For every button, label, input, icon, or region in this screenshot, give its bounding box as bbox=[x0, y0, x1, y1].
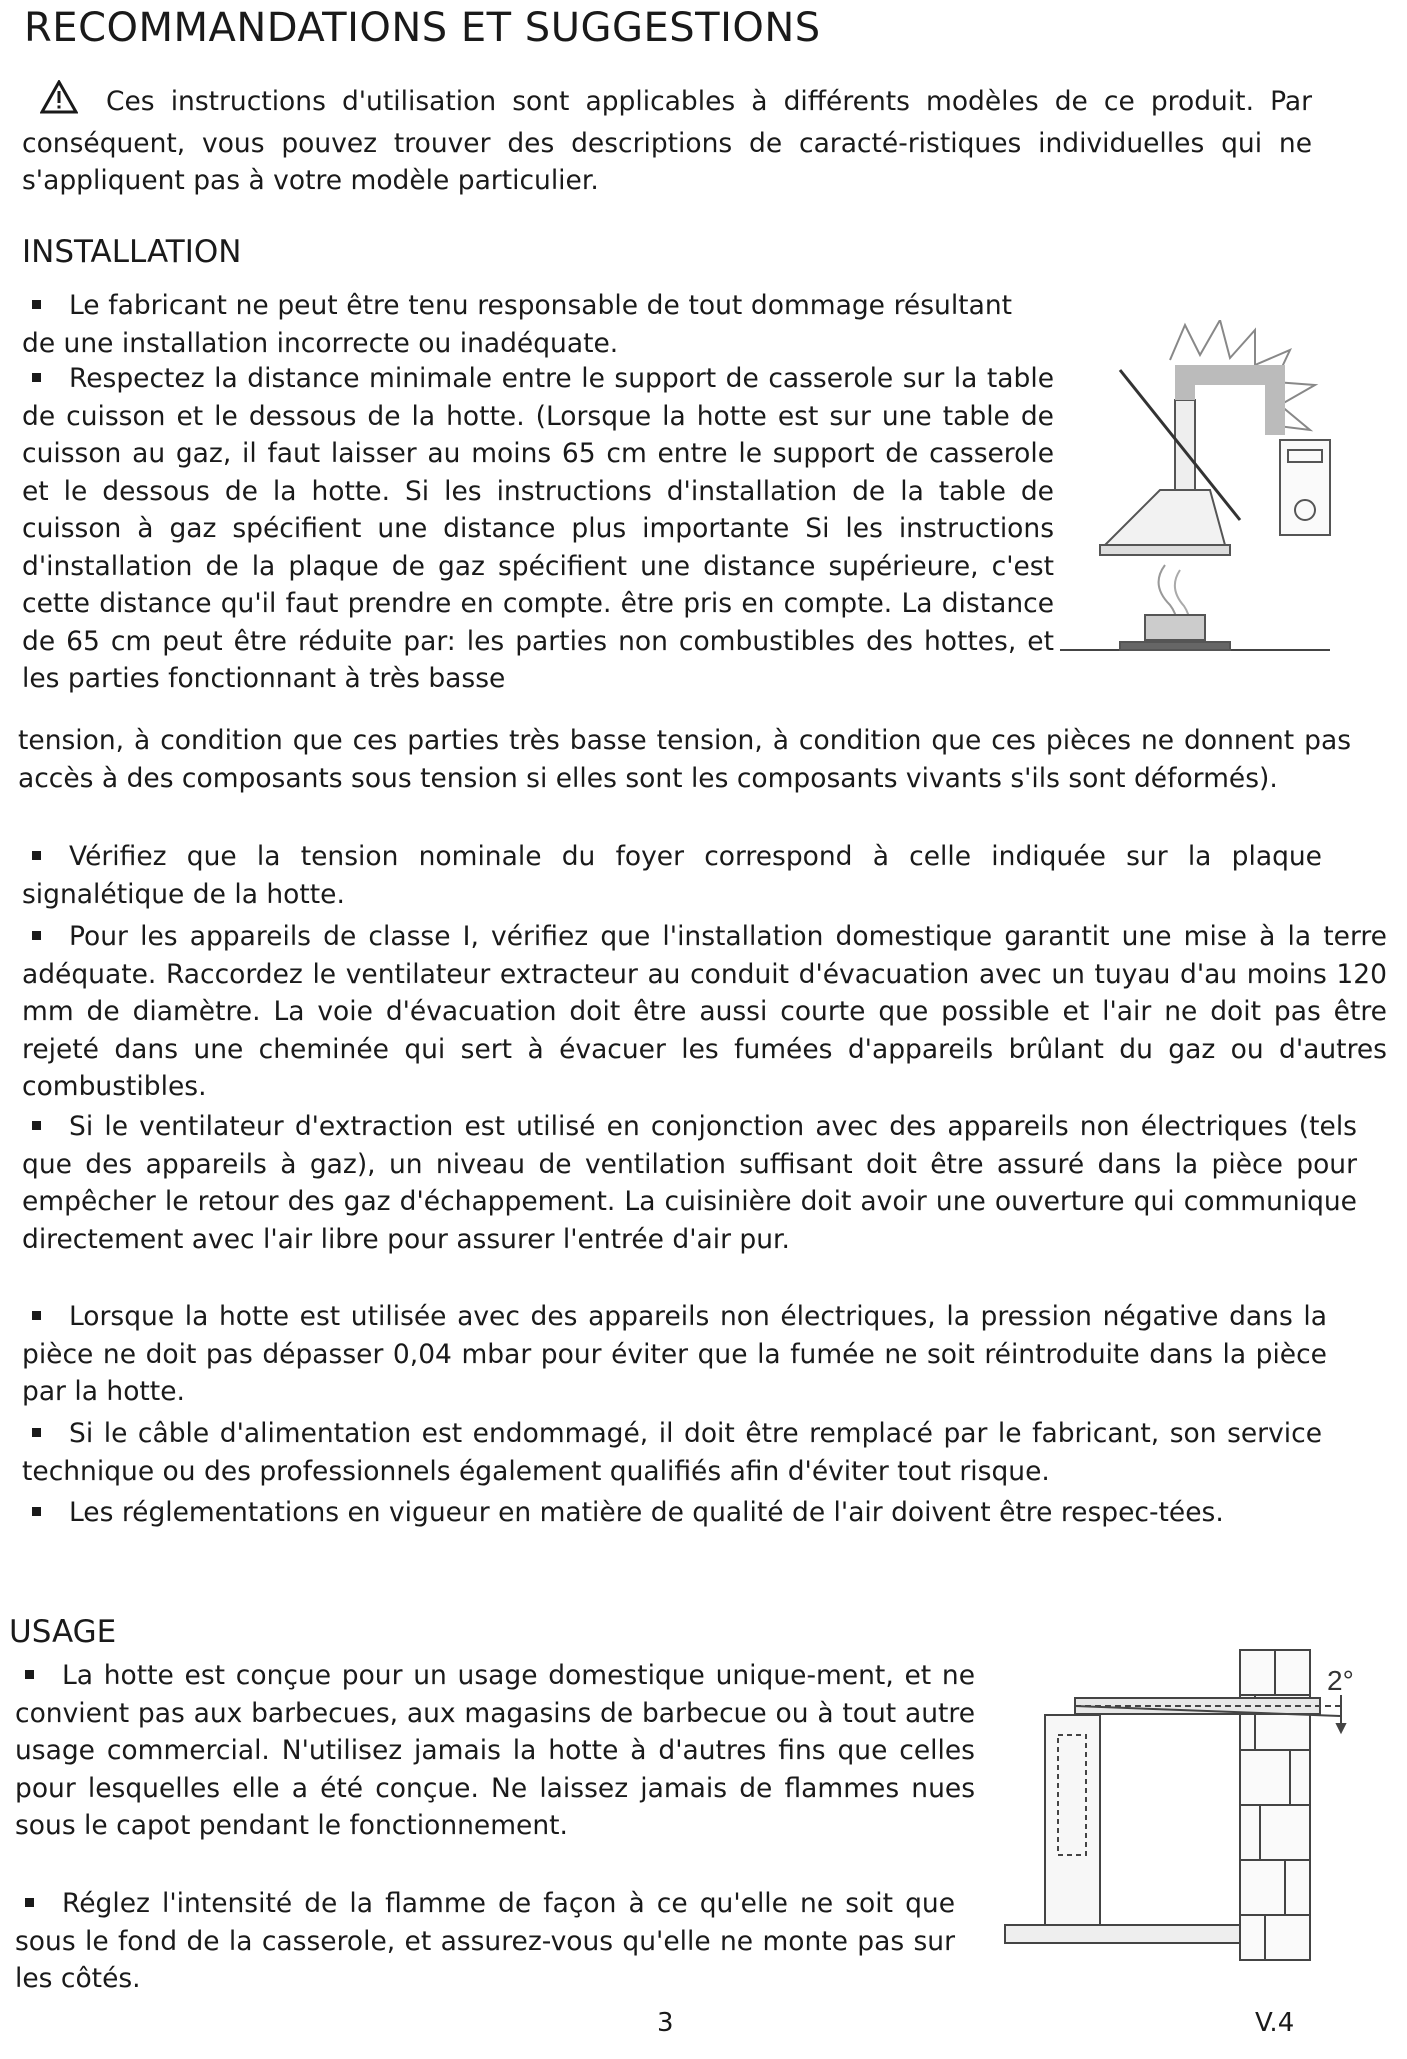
usage-item: Réglez l'intensité de la flamme de façon à ce qu'elle ne soit que sous le fond de la casserole, et assurez-vous qu'elle ne monte pas sur les côtés. bbox=[15, 1888, 955, 1994]
usage-heading: USAGE bbox=[9, 1614, 117, 1650]
installation-item: Respectez la distance minimale entre le support de casserole sur la table de cuisson et le dessous de la hotte. (Lorsque la hotte est sur une table de cuisson au gaz, il faut laisser au moins 65 cm entre le support de casserole et le dessous de la hotte. Si les instructions d'installation de la table de cuisson à gaz spécifient une distance plus importante Si les instructions d'installation de la plaque de gaz spécifient une distance supérieure, c'est cette distance qu'il faut prendre en compte. être pris en compte. La distance de 65 cm peut être réduite par: les parties non combustibles des hottes, et les parties fonctionnant à très basse bbox=[22, 363, 1054, 694]
angle-label: 2° bbox=[1327, 1665, 1354, 1696]
bullet-icon bbox=[32, 1428, 41, 1437]
bullet-icon bbox=[32, 851, 41, 860]
hood-angle-figure bbox=[995, 1640, 1385, 1970]
bullet-icon bbox=[32, 931, 41, 940]
installation-item: Lorsque la hotte est utilisée avec des appareils non électriques, la pression négative dans la pièce ne doit pas dépasser 0,04 mbar pour éviter que la fumée ne soit réintroduite dans la pièce par la hotte. bbox=[22, 1301, 1327, 1407]
bullet-icon bbox=[25, 1898, 34, 1907]
installation-heading: INSTALLATION bbox=[22, 234, 242, 270]
page-title: RECOMMANDATIONS ET SUGGESTIONS bbox=[24, 5, 821, 51]
page-number: 3 bbox=[657, 2008, 674, 2038]
bullet-icon bbox=[25, 1670, 34, 1679]
bullet-icon bbox=[32, 373, 41, 382]
bullet-icon bbox=[32, 1507, 41, 1516]
bullet-icon bbox=[32, 1121, 41, 1130]
bullet-icon bbox=[32, 1311, 41, 1320]
intro-text: Ces instructions d'utilisation sont applicables à différents modèles de ce produit. Par conséquent, vous pouvez trouver des descriptions de caracté-ristiques individuelles qui ne s'appliquent pas à votre modèle particulier. bbox=[22, 85, 1312, 196]
installation-item: tension, à condition que ces parties très basse tension, à condition que ces pièces ne donnent pas accès à des composants sous tension si elles sont les composants vivants s'ils sont déformés). bbox=[18, 725, 1351, 794]
version-label: V.4 bbox=[1255, 2008, 1295, 2038]
usage-item: La hotte est conçue pour un usage domestique unique-ment, et ne convient pas aux barbecues, aux magasins de barbecue ou à tout autre usage commercial. N'utilisez jamais la hotte à d'autres fins que celles pour lesquelles elle a été conçue. Ne laissez jamais de flammes nues sous le capot pendant le fonctionnement. bbox=[15, 1660, 975, 1841]
installation-item: Le fabricant ne peut être tenu responsable de tout dommage résultant de une installation incorrecte ou inadéquate. bbox=[22, 290, 1012, 359]
installation-item: Si le ventilateur d'extraction est utilisé en conjonction avec des appareils non électriques (tels que des appareils à gaz), un niveau de ventilation suffisant doit être assuré dans la pièce pour empêcher le retour des gaz d'échappement. La cuisinière doit avoir une ouverture qui communique directement avec l'air libre pour assurer l'entrée d'air pur. bbox=[22, 1111, 1357, 1255]
installation-item: Si le câble d'alimentation est endommagé, il doit être remplacé par le fabricant, son service technique ou des professionnels également qualifiés afin d'éviter tout risque. bbox=[22, 1418, 1322, 1487]
hood-installation-figure bbox=[1060, 320, 1360, 660]
installation-item: Les réglementations en vigueur en matière de qualité de l'air doivent être respec-tées. bbox=[22, 1494, 1322, 1532]
installation-item: Vérifiez que la tension nominale du foyer correspond à celle indiquée sur la plaque signalétique de la hotte. bbox=[22, 841, 1322, 910]
warning-triangle-icon bbox=[40, 80, 78, 125]
bullet-icon bbox=[32, 300, 41, 309]
intro-paragraph bbox=[22, 80, 1312, 200]
installation-item: Pour les appareils de classe I, vérifiez que l'installation domestique garantit une mise à la terre adéquate. Raccordez le ventilateur extracteur au conduit d'évacuation avec un tuyau d'au moins 120 mm de diamètre. La voie d'évacuation doit être aussi courte que possible et l'air ne doit pas être rejeté dans une cheminée qui sert à évacuer les fumées d'appareils brûlant du gaz ou d'autres combustibles. bbox=[22, 921, 1387, 1102]
